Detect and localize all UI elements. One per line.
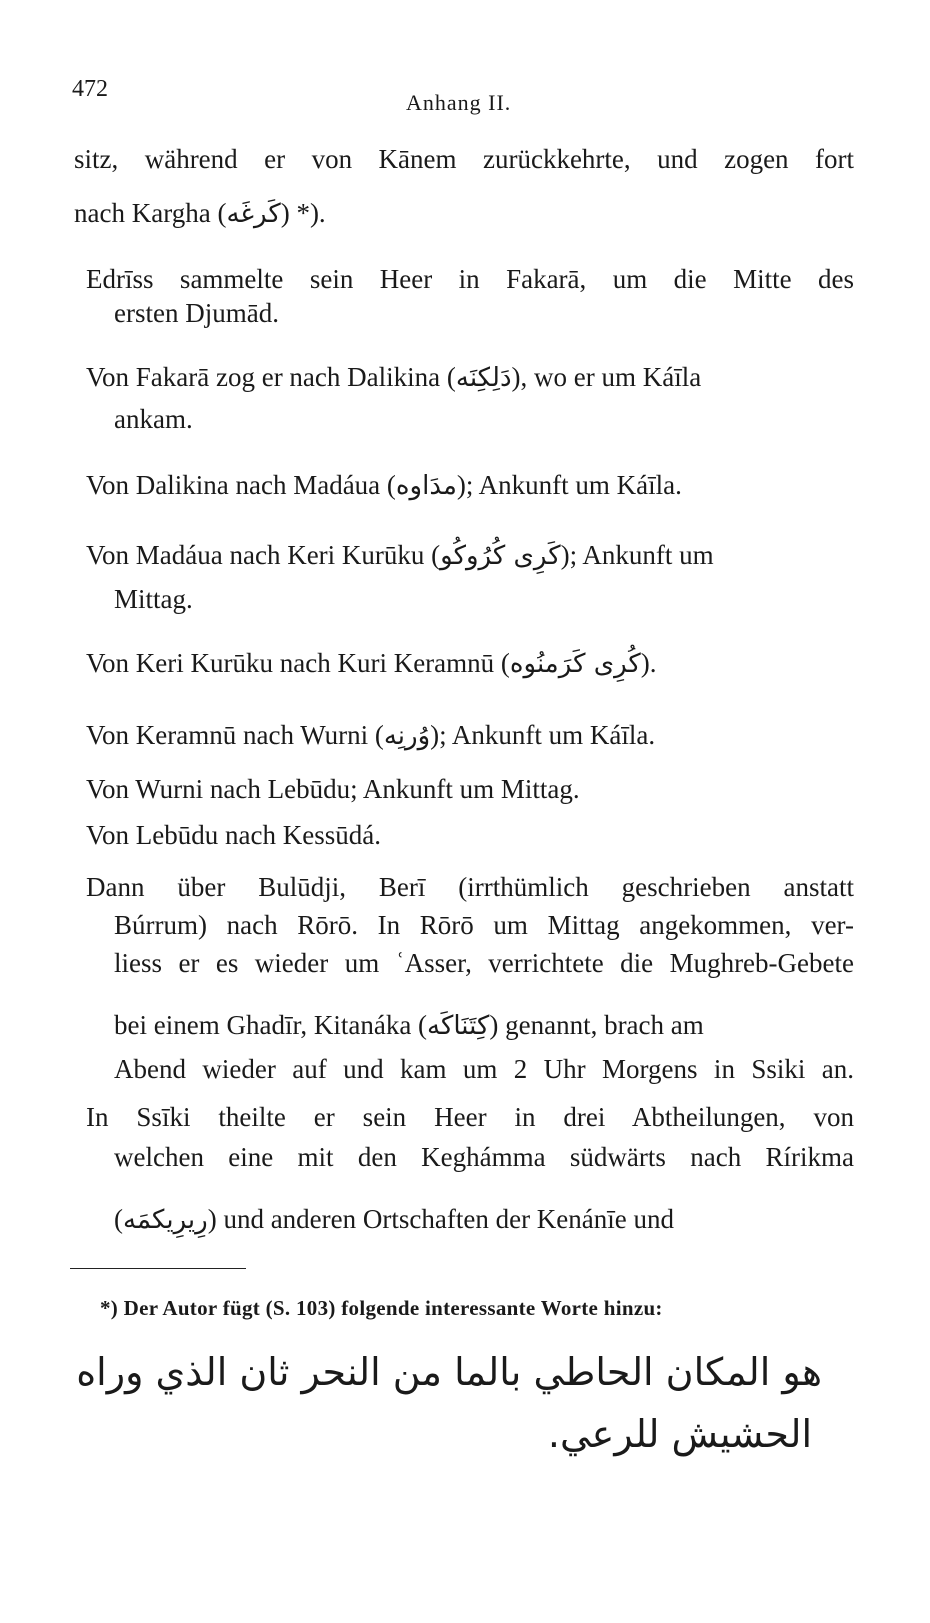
text-line: welchen eine mit den Keghámma südwärts nach Rírikma — [114, 1142, 854, 1172]
text-line: In Ssīki theilte er sein Heer in drei Abtheilungen, von — [86, 1102, 854, 1132]
text-fragment: ). — [640, 648, 657, 678]
text-line: ankam. — [114, 404, 193, 434]
text-fragment: ); Ankunft um — [560, 540, 714, 570]
text-fragment: bei einem Ghadīr, Kitanáka ( — [114, 1010, 428, 1040]
arabic-word-kargha: كَرغَه — [226, 199, 281, 229]
arabic-word-kitanaka: كِتَنَاكَه — [427, 1011, 490, 1041]
text-line: sitz, während er von Kānem zurückkehrte, und zogen fort — [74, 144, 854, 174]
running-head: Anhang II. — [406, 90, 512, 115]
footnote-arabic-line-2: الحشيش للرعي. — [547, 1412, 812, 1456]
text-fragment: Von Keri Kurūku nach Kuri Keramnū ( — [86, 648, 510, 678]
text-fragment: Von Keramnū nach Wurni ( — [86, 720, 384, 750]
text-line — [86, 646, 657, 681]
footnote-arabic-line-1: هو المكان الحاطي بالما من النحر ثان الذي وراه — [76, 1350, 822, 1394]
footnote-rule — [70, 1268, 246, 1269]
arabic-word-dalikina: دَلِكِنَه — [455, 363, 512, 393]
text-fragment: Von Madáua nach Keri Kurūku ( — [86, 540, 441, 570]
text-fragment: ); Ankunft um Káīla. — [430, 720, 656, 750]
text-fragment: ) *). — [280, 198, 326, 228]
text-line — [86, 360, 854, 395]
arabic-word-keri-kuruku: كَرِى كُرُوكُو — [440, 541, 561, 571]
text-line: Abend wieder auf und kam um 2 Uhr Morgens in Ssiki an. — [114, 1054, 854, 1084]
text-line: liess er es wieder um ʿAsser, verrichtete die Mughreb-Gebete — [114, 948, 854, 978]
text-line — [86, 538, 714, 573]
text-fragment: Von Dalikina nach Madáua ( — [86, 470, 396, 500]
arabic-word-kuri-keramnu: كُرِى كَرَمنُوه — [509, 649, 641, 679]
text-line: Mittag. — [114, 584, 193, 614]
text-fragment: ) genannt, brach am — [489, 1010, 704, 1040]
text-fragment: ( — [114, 1204, 123, 1234]
text-line — [86, 718, 655, 753]
text-line: ersten Djumād. — [114, 298, 279, 328]
footnote-text: *) Der Autor fügt (S. 103) folgende interessante Worte hinzu: — [100, 1296, 663, 1320]
text-line — [114, 1202, 674, 1237]
text-line: Búrrum) nach Rōrō. In Rōrō um Mittag angekommen, ver- — [114, 910, 854, 940]
text-fragment: Von Fakarā zog er nach Dalikina ( — [86, 362, 456, 392]
text-line — [86, 468, 682, 503]
arabic-word-madaua: مدَاوه — [395, 471, 457, 501]
text-fragment: nach Kargha ( — [74, 198, 227, 228]
text-line: Edrīss sammelte sein Heer in Fakarā, um die Mitte des — [86, 264, 854, 294]
text-fragment: ), wo er um Káīla — [511, 362, 702, 392]
text-fragment: ); Ankunft um Káīla. — [456, 470, 682, 500]
text-fragment: ) und anderen Ortschaften der Kenánīe und — [207, 1204, 675, 1234]
arabic-word-wurni: وُرنِه — [383, 721, 431, 751]
text-line: Von Lebūdu nach Kessūdá. — [86, 820, 381, 850]
text-line — [114, 1008, 854, 1043]
text-line — [74, 196, 326, 231]
page-number: 472 — [72, 76, 108, 102]
arabic-word-ririkma: رِيرِيكمَه — [123, 1205, 208, 1235]
text-line: Dann über Bulūdji, Berī (irrthümlich geschrieben anstatt — [86, 872, 854, 902]
text-line: Von Wurni nach Lebūdu; Ankunft um Mittag. — [86, 774, 580, 804]
